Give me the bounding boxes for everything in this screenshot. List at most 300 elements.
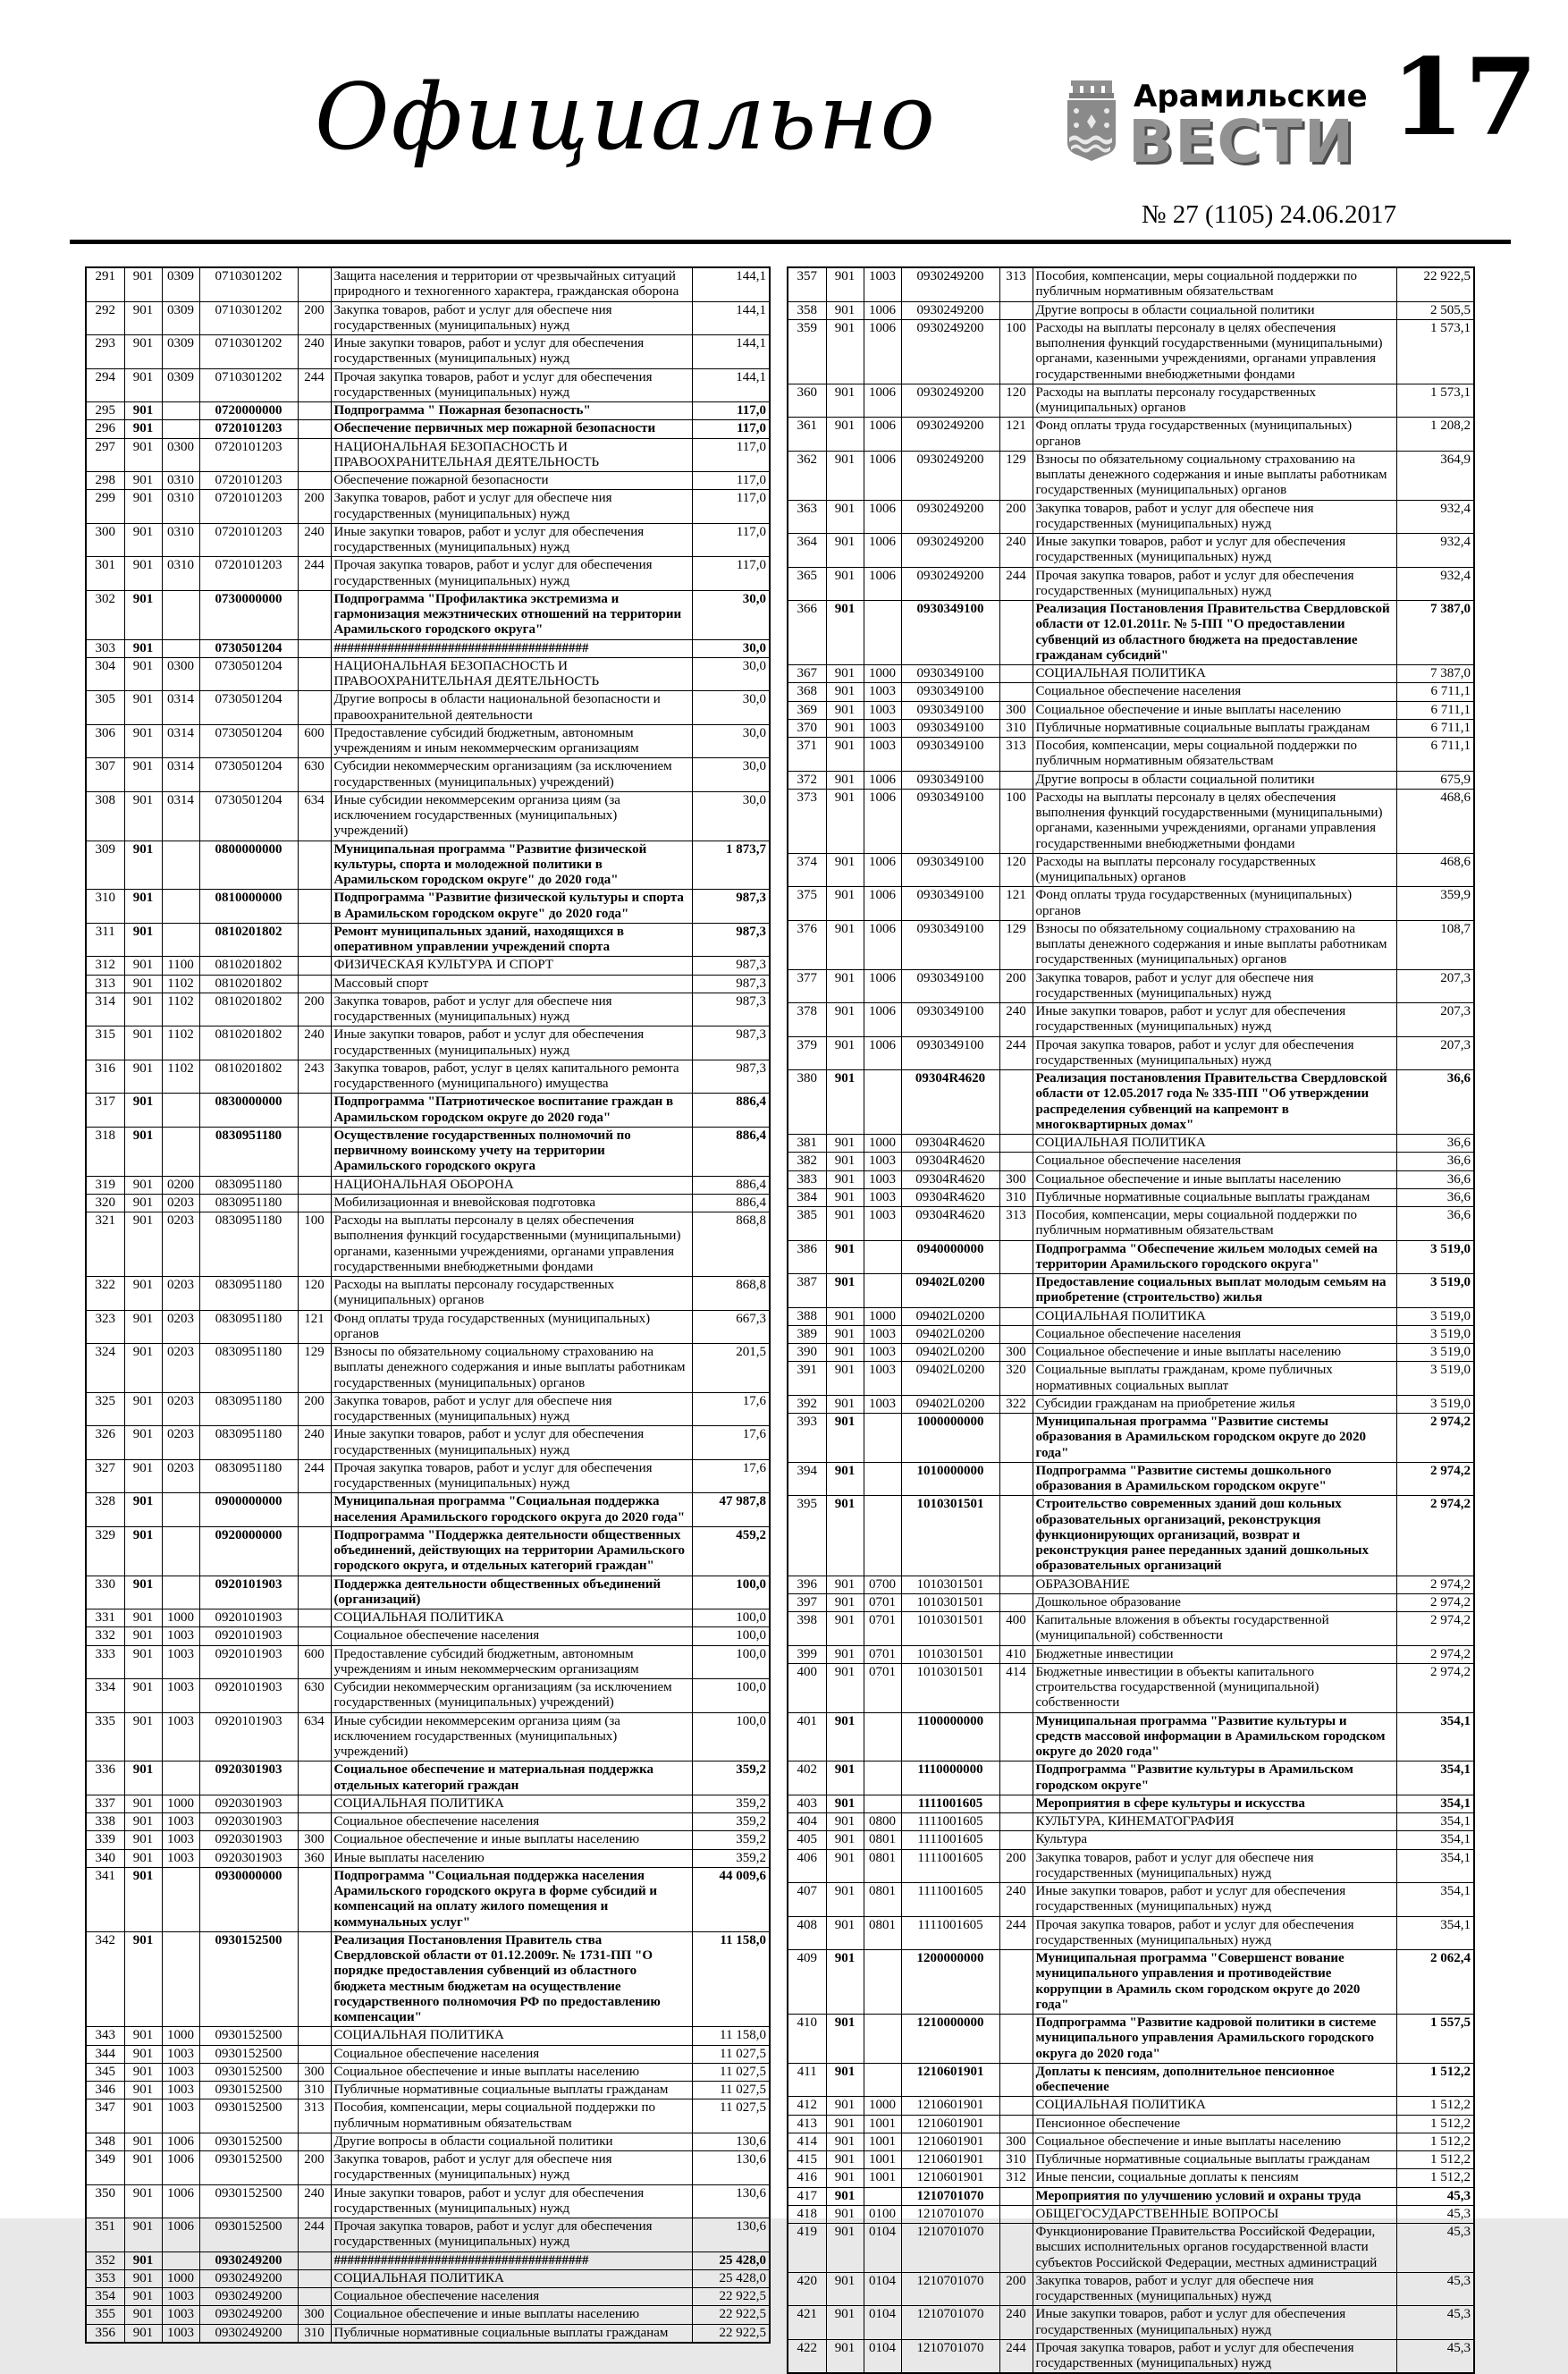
- cell-amount: 36,6: [1396, 1188, 1474, 1206]
- cell-target-article: 1100000000: [901, 1712, 999, 1761]
- cell-row-num: 408: [788, 1916, 826, 1950]
- table-row: [788, 1645, 1474, 1663]
- cell-grbs-code: 901: [826, 771, 864, 789]
- cell-target-article: 09402L0200: [901, 1325, 999, 1343]
- cell-section-code: 1003: [162, 1813, 199, 1831]
- cell-target-article: 0930249200: [199, 2251, 298, 2269]
- cell-row-num: 407: [788, 1883, 826, 1917]
- cell-row-num: 373: [788, 789, 826, 853]
- table-row: [788, 451, 1474, 500]
- cell-expense-type: [999, 2097, 1033, 2115]
- table-row: [86, 1493, 770, 1527]
- cell-section-code: 0300: [162, 657, 199, 691]
- cell-expense-type: [999, 301, 1033, 319]
- cell-grbs-code: 901: [826, 567, 864, 601]
- cell-grbs-code: 901: [826, 267, 864, 301]
- table-row: [86, 1831, 770, 1849]
- table-row: [788, 2169, 1474, 2187]
- cell-row-num: 403: [788, 1795, 826, 1812]
- cell-grbs-code: 901: [124, 2099, 162, 2133]
- cell-expense-type: [999, 2187, 1033, 2205]
- cell-grbs-code: 901: [826, 1831, 864, 1849]
- cell-expense-type: [999, 1070, 1033, 1135]
- cell-target-article: 1210701070: [901, 2339, 999, 2373]
- cell-amount: 354,1: [1396, 1883, 1474, 1917]
- cell-grbs-code: 901: [124, 1060, 162, 1094]
- cell-name: Публичные нормативные социальные выплаты гражданам: [1033, 719, 1396, 737]
- cell-row-num: 312: [86, 957, 124, 975]
- cell-row-num: 354: [86, 2288, 124, 2306]
- cell-grbs-code: 901: [124, 1459, 162, 1493]
- cell-expense-type: [999, 1462, 1033, 1496]
- cell-target-article: 0930249200: [901, 567, 999, 601]
- table-row: [86, 791, 770, 841]
- budget-table-left-body: [86, 267, 770, 2343]
- cell-section-code: 1006: [864, 920, 901, 969]
- table-row: [788, 601, 1474, 665]
- cell-amount: 30,0: [692, 724, 770, 758]
- cell-amount: 359,2: [692, 1795, 770, 1812]
- cell-section-code: 1102: [162, 1060, 199, 1094]
- cell-name: Закупка товаров, работ и услуг для обеспече ния государственных (муниципальных) нужд: [1033, 969, 1396, 1003]
- cell-target-article: 0830951180: [199, 1176, 298, 1194]
- cell-name: Подпрограмма " Пожарная безопасность": [331, 402, 692, 420]
- cell-target-article: 09402L0200: [901, 1307, 999, 1325]
- cell-row-num: 315: [86, 1026, 124, 1060]
- cell-row-num: 379: [788, 1036, 826, 1070]
- cell-section-code: [162, 1931, 199, 2027]
- cell-target-article: 0720101203: [199, 490, 298, 524]
- cell-name: ФИЗИЧЕСКАЯ КУЛЬТУРА И СПОРТ: [331, 957, 692, 975]
- cell-amount: 22 922,5: [1396, 267, 1474, 301]
- cell-section-code: 1006: [864, 534, 901, 568]
- cell-amount: 17,6: [692, 1392, 770, 1426]
- cell-expense-type: 120: [298, 1277, 331, 1311]
- cell-expense-type: 240: [298, 523, 331, 557]
- table-row: [86, 2324, 770, 2343]
- cell-grbs-code: 901: [826, 1576, 864, 1593]
- cell-expense-type: 120: [999, 384, 1033, 418]
- cell-grbs-code: 901: [124, 590, 162, 639]
- cell-expense-type: [298, 1609, 331, 1627]
- cell-row-num: 411: [788, 2063, 826, 2097]
- cell-grbs-code: 901: [124, 2082, 162, 2099]
- cell-row-num: 364: [788, 534, 826, 568]
- cell-name: Социальное обеспечение населения: [331, 2045, 692, 2063]
- cell-target-article: 0920301903: [199, 1849, 298, 1867]
- cell-row-num: 343: [86, 2027, 124, 2045]
- cell-grbs-code: 901: [124, 691, 162, 725]
- cell-target-article: 1210601901: [901, 2151, 999, 2169]
- cell-section-code: 0310: [162, 472, 199, 490]
- cell-row-num: 346: [86, 2082, 124, 2099]
- cell-name: Субсидии некоммерческим организациям (за исключением государственных (муниципальных) учреждений): [331, 758, 692, 792]
- cell-section-code: 1003: [162, 1831, 199, 1849]
- cell-amount: 144,1: [692, 301, 770, 335]
- cell-target-article: 0920101903: [199, 1712, 298, 1761]
- cell-grbs-code: 901: [124, 2251, 162, 2269]
- cell-row-num: 308: [86, 791, 124, 841]
- cell-target-article: 0730501204: [199, 657, 298, 691]
- cell-amount: 1 512,2: [1396, 2097, 1474, 2115]
- table-row: [86, 1526, 770, 1576]
- cell-section-code: [864, 1761, 901, 1795]
- cell-grbs-code: 901: [124, 657, 162, 691]
- table-row: [788, 1344, 1474, 1362]
- cell-row-num: 319: [86, 1176, 124, 1194]
- cell-name: НАЦИОНАЛЬНАЯ БЕЗОПАСНОСТЬ И ПРАВООХРАНИТЕЛЬНАЯ ДЕЯТЕЛЬНОСТЬ: [331, 657, 692, 691]
- cell-expense-type: [298, 1627, 331, 1645]
- cell-amount: 36,6: [1396, 1070, 1474, 1135]
- cell-name: Взносы по обязательному социальному страхованию на выплаты денежного содержания и иные выплаты работникам государственных (муниципальных) органов: [331, 1344, 692, 1393]
- table-row: [788, 1612, 1474, 1646]
- cell-grbs-code: 901: [826, 1274, 864, 1308]
- cell-target-article: 1210601901: [901, 2169, 999, 2187]
- cell-amount: 2 974,2: [1396, 1496, 1474, 1576]
- cell-name: Пособия, компенсации, меры социальной поддержки по публичным нормативным обязательствам: [1033, 1207, 1396, 1241]
- cell-target-article: 0930152500: [199, 2027, 298, 2045]
- cell-expense-type: 300: [999, 2133, 1033, 2150]
- cell-target-article: 0800000000: [199, 841, 298, 890]
- cell-expense-type: [999, 665, 1033, 683]
- cell-name: Мобилизационная и вневойсковая подготовка: [331, 1194, 692, 1212]
- cell-amount: 364,9: [1396, 451, 1474, 500]
- cell-section-code: 1000: [864, 665, 901, 683]
- cell-grbs-code: 901: [124, 1795, 162, 1812]
- cell-section-code: 1006: [864, 1036, 901, 1070]
- cell-section-code: [162, 420, 199, 438]
- cell-name: Закупка товаров, работ, услуг в целях капитального ремонта государственного (муниципального) имущества: [331, 1060, 692, 1094]
- cell-name: Публичные нормативные социальные выплаты гражданам: [1033, 1188, 1396, 1206]
- cell-name: Предоставление социальных выплат молодым семьям на приобретение (строительство) жилья: [1033, 1274, 1396, 1308]
- cell-amount: 359,2: [692, 1813, 770, 1831]
- cell-name: Строительство современных зданий дош кольных образовательных организаций, реконструкция функционирующих организаций, возврат и реконструкция ранее переданных зданий дошкольных образовательных организаций: [1033, 1496, 1396, 1576]
- cell-expense-type: 630: [298, 1679, 331, 1713]
- cell-row-num: 313: [86, 975, 124, 993]
- cell-row-num: 394: [788, 1462, 826, 1496]
- cell-row-num: 360: [788, 384, 826, 418]
- cell-amount: 22 922,5: [692, 2288, 770, 2306]
- cell-section-code: 0701: [864, 1645, 901, 1663]
- cell-grbs-code: 901: [124, 841, 162, 890]
- cell-name: Обеспечение пожарной безопасности: [331, 472, 692, 490]
- cell-grbs-code: 901: [826, 683, 864, 701]
- cell-amount: 932,4: [1396, 534, 1474, 568]
- cell-expense-type: 310: [999, 719, 1033, 737]
- cell-section-code: [162, 1867, 199, 1931]
- cell-target-article: 0930152500: [199, 2184, 298, 2218]
- table-row: [86, 1795, 770, 1812]
- cell-row-num: 321: [86, 1212, 124, 1277]
- cell-expense-type: 300: [999, 1344, 1033, 1362]
- cell-amount: 886,4: [692, 1094, 770, 1128]
- cell-target-article: 0930249200: [901, 534, 999, 568]
- cell-row-num: 371: [788, 738, 826, 772]
- cell-target-article: 0930152500: [199, 2151, 298, 2185]
- cell-grbs-code: 901: [826, 665, 864, 683]
- cell-name: Социальное обеспечение и иные выплаты населению: [1033, 1344, 1396, 1362]
- cell-grbs-code: 901: [826, 2097, 864, 2115]
- cell-section-code: 1003: [162, 2082, 199, 2099]
- table-row: [788, 1462, 1474, 1496]
- cell-grbs-code: 901: [124, 1277, 162, 1311]
- cell-expense-type: 313: [999, 738, 1033, 772]
- cell-name: Реализация Постановления Правитель ства Свердловской области от 01.12.2009г. № 1731-ПП "О порядке предоставления субвенций из областного бюджета местным бюджетам на осуществление государственного полномочия РФ по предоставлению компенсации": [331, 1931, 692, 2027]
- cell-grbs-code: 901: [826, 1795, 864, 1812]
- cell-amount: 359,9: [1396, 887, 1474, 921]
- cell-target-article: 09402L0200: [901, 1395, 999, 1413]
- cell-row-num: 401: [788, 1712, 826, 1761]
- issue-date-line: № 27 (1105) 24.06.2017: [1141, 200, 1396, 229]
- cell-expense-type: [298, 1576, 331, 1609]
- cell-name: Муниципальная программа "Совершенст вование муниципального управления и противодействие коррупции в Арамиль ском городском округе до 2020 года": [1033, 1950, 1396, 2015]
- cell-expense-type: 129: [298, 1344, 331, 1393]
- cell-expense-type: 200: [298, 301, 331, 335]
- cell-target-article: 0930349100: [901, 601, 999, 665]
- cell-name: Социальное обеспечение населения: [331, 1813, 692, 1831]
- cell-target-article: 1111001605: [901, 1849, 999, 1883]
- cell-name: Социальное обеспечение населения: [1033, 1325, 1396, 1343]
- table-row: [86, 1310, 770, 1344]
- cell-section-code: 0801: [864, 1883, 901, 1917]
- cell-target-article: 1010301501: [901, 1663, 999, 1712]
- cell-target-article: 1200000000: [901, 1950, 999, 2015]
- cell-expense-type: 100: [999, 789, 1033, 853]
- cell-target-article: 1010301501: [901, 1496, 999, 1576]
- cell-amount: 354,1: [1396, 1813, 1474, 1831]
- cell-target-article: 1210601901: [901, 2115, 999, 2133]
- cell-expense-type: [298, 472, 331, 490]
- cell-target-article: 09402L0200: [901, 1362, 999, 1396]
- cell-target-article: 1210601901: [901, 2097, 999, 2115]
- cell-row-num: 361: [788, 418, 826, 452]
- cell-name: Подпрограмма "Профилактика экстремизма и гармонизация межэтнических отношений на территории Арамильского городского округа": [331, 590, 692, 639]
- cell-target-article: 0930349100: [901, 969, 999, 1003]
- table-row: [788, 1849, 1474, 1883]
- cell-section-code: 1006: [162, 2151, 199, 2185]
- cell-target-article: 0830000000: [199, 1094, 298, 1128]
- cell-amount: 1 512,2: [1396, 2133, 1474, 2150]
- cell-row-num: 366: [788, 601, 826, 665]
- cell-name: Пенсионное обеспечение: [1033, 2115, 1396, 2133]
- cell-target-article: 0830951180: [199, 1212, 298, 1277]
- cell-amount: 36,6: [1396, 1153, 1474, 1170]
- cell-expense-type: [298, 975, 331, 993]
- cell-expense-type: 240: [999, 1883, 1033, 1917]
- cell-section-code: 0314: [162, 724, 199, 758]
- cell-section-code: 1003: [162, 2099, 199, 2133]
- cell-grbs-code: 901: [124, 1609, 162, 1627]
- table-row: [788, 665, 1474, 683]
- cell-target-article: 0920101903: [199, 1679, 298, 1713]
- cell-name: СОЦИАЛЬНАЯ ПОЛИТИКА: [1033, 1135, 1396, 1153]
- cell-target-article: 1210000000: [901, 2015, 999, 2064]
- cell-section-code: 1006: [864, 853, 901, 887]
- cell-amount: 6 711,1: [1396, 738, 1474, 772]
- cell-name: СОЦИАЛЬНАЯ ПОЛИТИКА: [331, 1795, 692, 1812]
- cell-expense-type: [999, 1831, 1033, 1849]
- cell-row-num: 388: [788, 1307, 826, 1325]
- cell-target-article: 0930249200: [199, 2288, 298, 2306]
- cell-target-article: 0720101203: [199, 472, 298, 490]
- cell-row-num: 348: [86, 2133, 124, 2150]
- cell-row-num: 303: [86, 639, 124, 657]
- budget-table-right-body: [788, 267, 1474, 2373]
- cell-row-num: 413: [788, 2115, 826, 2133]
- cell-name: Иные субсидии некоммерсеким организа циям (за исключением государственных (муниципальных) учреждений): [331, 791, 692, 841]
- table-row: [86, 1627, 770, 1645]
- table-row: [86, 841, 770, 890]
- cell-target-article: 0900000000: [199, 1493, 298, 1527]
- cell-amount: 7 387,0: [1396, 665, 1474, 683]
- cell-name: Массовый спорт: [331, 975, 692, 993]
- cell-name: Публичные нормативные социальные выплаты гражданам: [331, 2082, 692, 2099]
- cell-name: Прочая закупка товаров, работ и услуг для обеспечения государственных (муниципальных) нужд: [1033, 1036, 1396, 1070]
- cell-expense-type: [298, 639, 331, 657]
- cell-target-article: 0920000000: [199, 1526, 298, 1576]
- cell-name: Социальное обеспечение населения: [331, 1627, 692, 1645]
- cell-section-code: 0701: [864, 1593, 901, 1611]
- cell-row-num: 320: [86, 1194, 124, 1212]
- cell-expense-type: [999, 2205, 1033, 2223]
- cell-target-article: 1210701070: [901, 2306, 999, 2340]
- cell-row-num: 393: [788, 1414, 826, 1463]
- table-row: [86, 1392, 770, 1426]
- cell-section-code: 0104: [864, 2224, 901, 2273]
- cell-section-code: [864, 1496, 901, 1576]
- cell-grbs-code: 901: [124, 402, 162, 420]
- cell-grbs-code: 901: [124, 1426, 162, 1460]
- cell-target-article: 0830951180: [199, 1392, 298, 1426]
- table-row: [788, 1831, 1474, 1849]
- cell-name: Иные закупки товаров, работ и услуг для обеспечения государственных (муниципальных) нужд: [1033, 534, 1396, 568]
- cell-row-num: 357: [788, 267, 826, 301]
- cell-name: Социальное обеспечение и иные выплаты населению: [331, 2063, 692, 2081]
- cell-name: Взносы по обязательному социальному страхованию на выплаты денежного содержания и иные выплаты работникам государственных (муниципальных) органов: [1033, 451, 1396, 500]
- cell-target-article: 0810201802: [199, 957, 298, 975]
- cell-amount: 987,3: [692, 993, 770, 1026]
- cell-expense-type: 313: [999, 267, 1033, 301]
- cell-grbs-code: 901: [124, 2218, 162, 2252]
- cell-name: Реализация постановления Правительства Свердловской области от 12.05.2017 года № 335-ПП "Об утверждении распределения субвенций на капремонт в многоквартирных домах": [1033, 1070, 1396, 1135]
- cell-expense-type: 300: [999, 1170, 1033, 1188]
- cell-expense-type: 200: [999, 969, 1033, 1003]
- cell-section-code: 0309: [162, 368, 199, 402]
- table-row: [788, 2115, 1474, 2133]
- cell-name: СОЦИАЛЬНАЯ ПОЛИТИКА: [331, 2027, 692, 2045]
- cell-target-article: 0810201802: [199, 1026, 298, 1060]
- cell-section-code: 1003: [864, 738, 901, 772]
- cell-target-article: 0930349100: [901, 738, 999, 772]
- cell-target-article: 0930349100: [901, 853, 999, 887]
- table-row: [86, 368, 770, 402]
- cell-expense-type: 244: [999, 2339, 1033, 2373]
- cell-amount: 47 987,8: [692, 1493, 770, 1527]
- cell-row-num: 333: [86, 1645, 124, 1679]
- table-row: [788, 1950, 1474, 2015]
- cell-target-article: 1000000000: [901, 1414, 999, 1463]
- cell-grbs-code: 901: [124, 1679, 162, 1713]
- cell-amount: 359,2: [692, 1849, 770, 1867]
- cell-row-num: 297: [86, 438, 124, 472]
- cell-row-num: 309: [86, 841, 124, 890]
- cell-grbs-code: 901: [124, 639, 162, 657]
- cell-section-code: 0203: [162, 1277, 199, 1311]
- table-row: [788, 2015, 1474, 2064]
- table-row: [86, 2151, 770, 2185]
- cell-expense-type: 244: [298, 557, 331, 591]
- cell-name: Обеспечение первичных мер пожарной безопасности: [331, 420, 692, 438]
- cell-section-code: 1102: [162, 993, 199, 1026]
- cell-row-num: 325: [86, 1392, 124, 1426]
- table-row: [788, 738, 1474, 772]
- cell-grbs-code: 901: [826, 789, 864, 853]
- table-row: [86, 691, 770, 725]
- table-row: [86, 1212, 770, 1277]
- cell-expense-type: [999, 1795, 1033, 1812]
- cell-expense-type: 240: [298, 335, 331, 369]
- cell-amount: 1 512,2: [1396, 2115, 1474, 2133]
- table-row: [86, 957, 770, 975]
- cell-expense-type: 313: [999, 1207, 1033, 1241]
- cell-row-num: 358: [788, 301, 826, 319]
- cell-target-article: 0920101903: [199, 1627, 298, 1645]
- cell-row-num: 400: [788, 1663, 826, 1712]
- cell-name: Иные закупки товаров, работ и услуг для обеспечения государственных (муниципальных) нужд: [331, 523, 692, 557]
- cell-target-article: 0930249200: [199, 2324, 298, 2343]
- cell-grbs-code: 901: [826, 1344, 864, 1362]
- cell-row-num: 418: [788, 2205, 826, 2223]
- cell-amount: 11 158,0: [692, 1931, 770, 2027]
- table-row: [86, 975, 770, 993]
- cell-amount: 130,6: [692, 2133, 770, 2150]
- cell-section-code: 0203: [162, 1212, 199, 1277]
- cell-row-num: 337: [86, 1795, 124, 1812]
- cell-amount: 667,3: [692, 1310, 770, 1344]
- table-row: [86, 1176, 770, 1194]
- cell-expense-type: 129: [999, 451, 1033, 500]
- cell-target-article: 0920301903: [199, 1761, 298, 1795]
- cell-amount: 987,3: [692, 890, 770, 924]
- cell-target-article: 1010301501: [901, 1576, 999, 1593]
- cell-name: Расходы на выплаты персоналу в целях обеспечения выполнения функций государственными (муниципальными) органами, казенными учреждениями, органами управления государственными внебюджетными фондами: [1033, 319, 1396, 384]
- table-row: [86, 1127, 770, 1176]
- cell-name: Социальное обеспечение и иные выплаты населению: [331, 2306, 692, 2324]
- cell-row-num: 301: [86, 557, 124, 591]
- cell-amount: 22 922,5: [692, 2324, 770, 2343]
- cell-row-num: 344: [86, 2045, 124, 2063]
- cell-expense-type: 634: [298, 1712, 331, 1761]
- table-row: [788, 1325, 1474, 1343]
- cell-section-code: 1006: [162, 2184, 199, 2218]
- cell-section-code: 1001: [864, 2133, 901, 2150]
- cell-section-code: 0309: [162, 335, 199, 369]
- cell-name: Поддержка деятельности общественных объединений (организаций): [331, 1576, 692, 1609]
- cell-section-code: 0203: [162, 1426, 199, 1460]
- cell-expense-type: [999, 1135, 1033, 1153]
- cell-name: Прочая закупка товаров, работ и услуг для обеспечения государственных (муниципальных) нужд: [331, 557, 692, 591]
- cell-name: Дошкольное образование: [1033, 1593, 1396, 1611]
- newspaper-name-top: Арамильские: [1134, 79, 1368, 114]
- cell-row-num: 417: [788, 2187, 826, 2205]
- cell-target-article: 0710301202: [199, 368, 298, 402]
- cell-target-article: 0810201802: [199, 1060, 298, 1094]
- cell-target-article: 1111001605: [901, 1916, 999, 1950]
- cell-row-num: 310: [86, 890, 124, 924]
- cell-section-code: 1003: [162, 2045, 199, 2063]
- table-row: [788, 1813, 1474, 1831]
- cell-section-code: [162, 1761, 199, 1795]
